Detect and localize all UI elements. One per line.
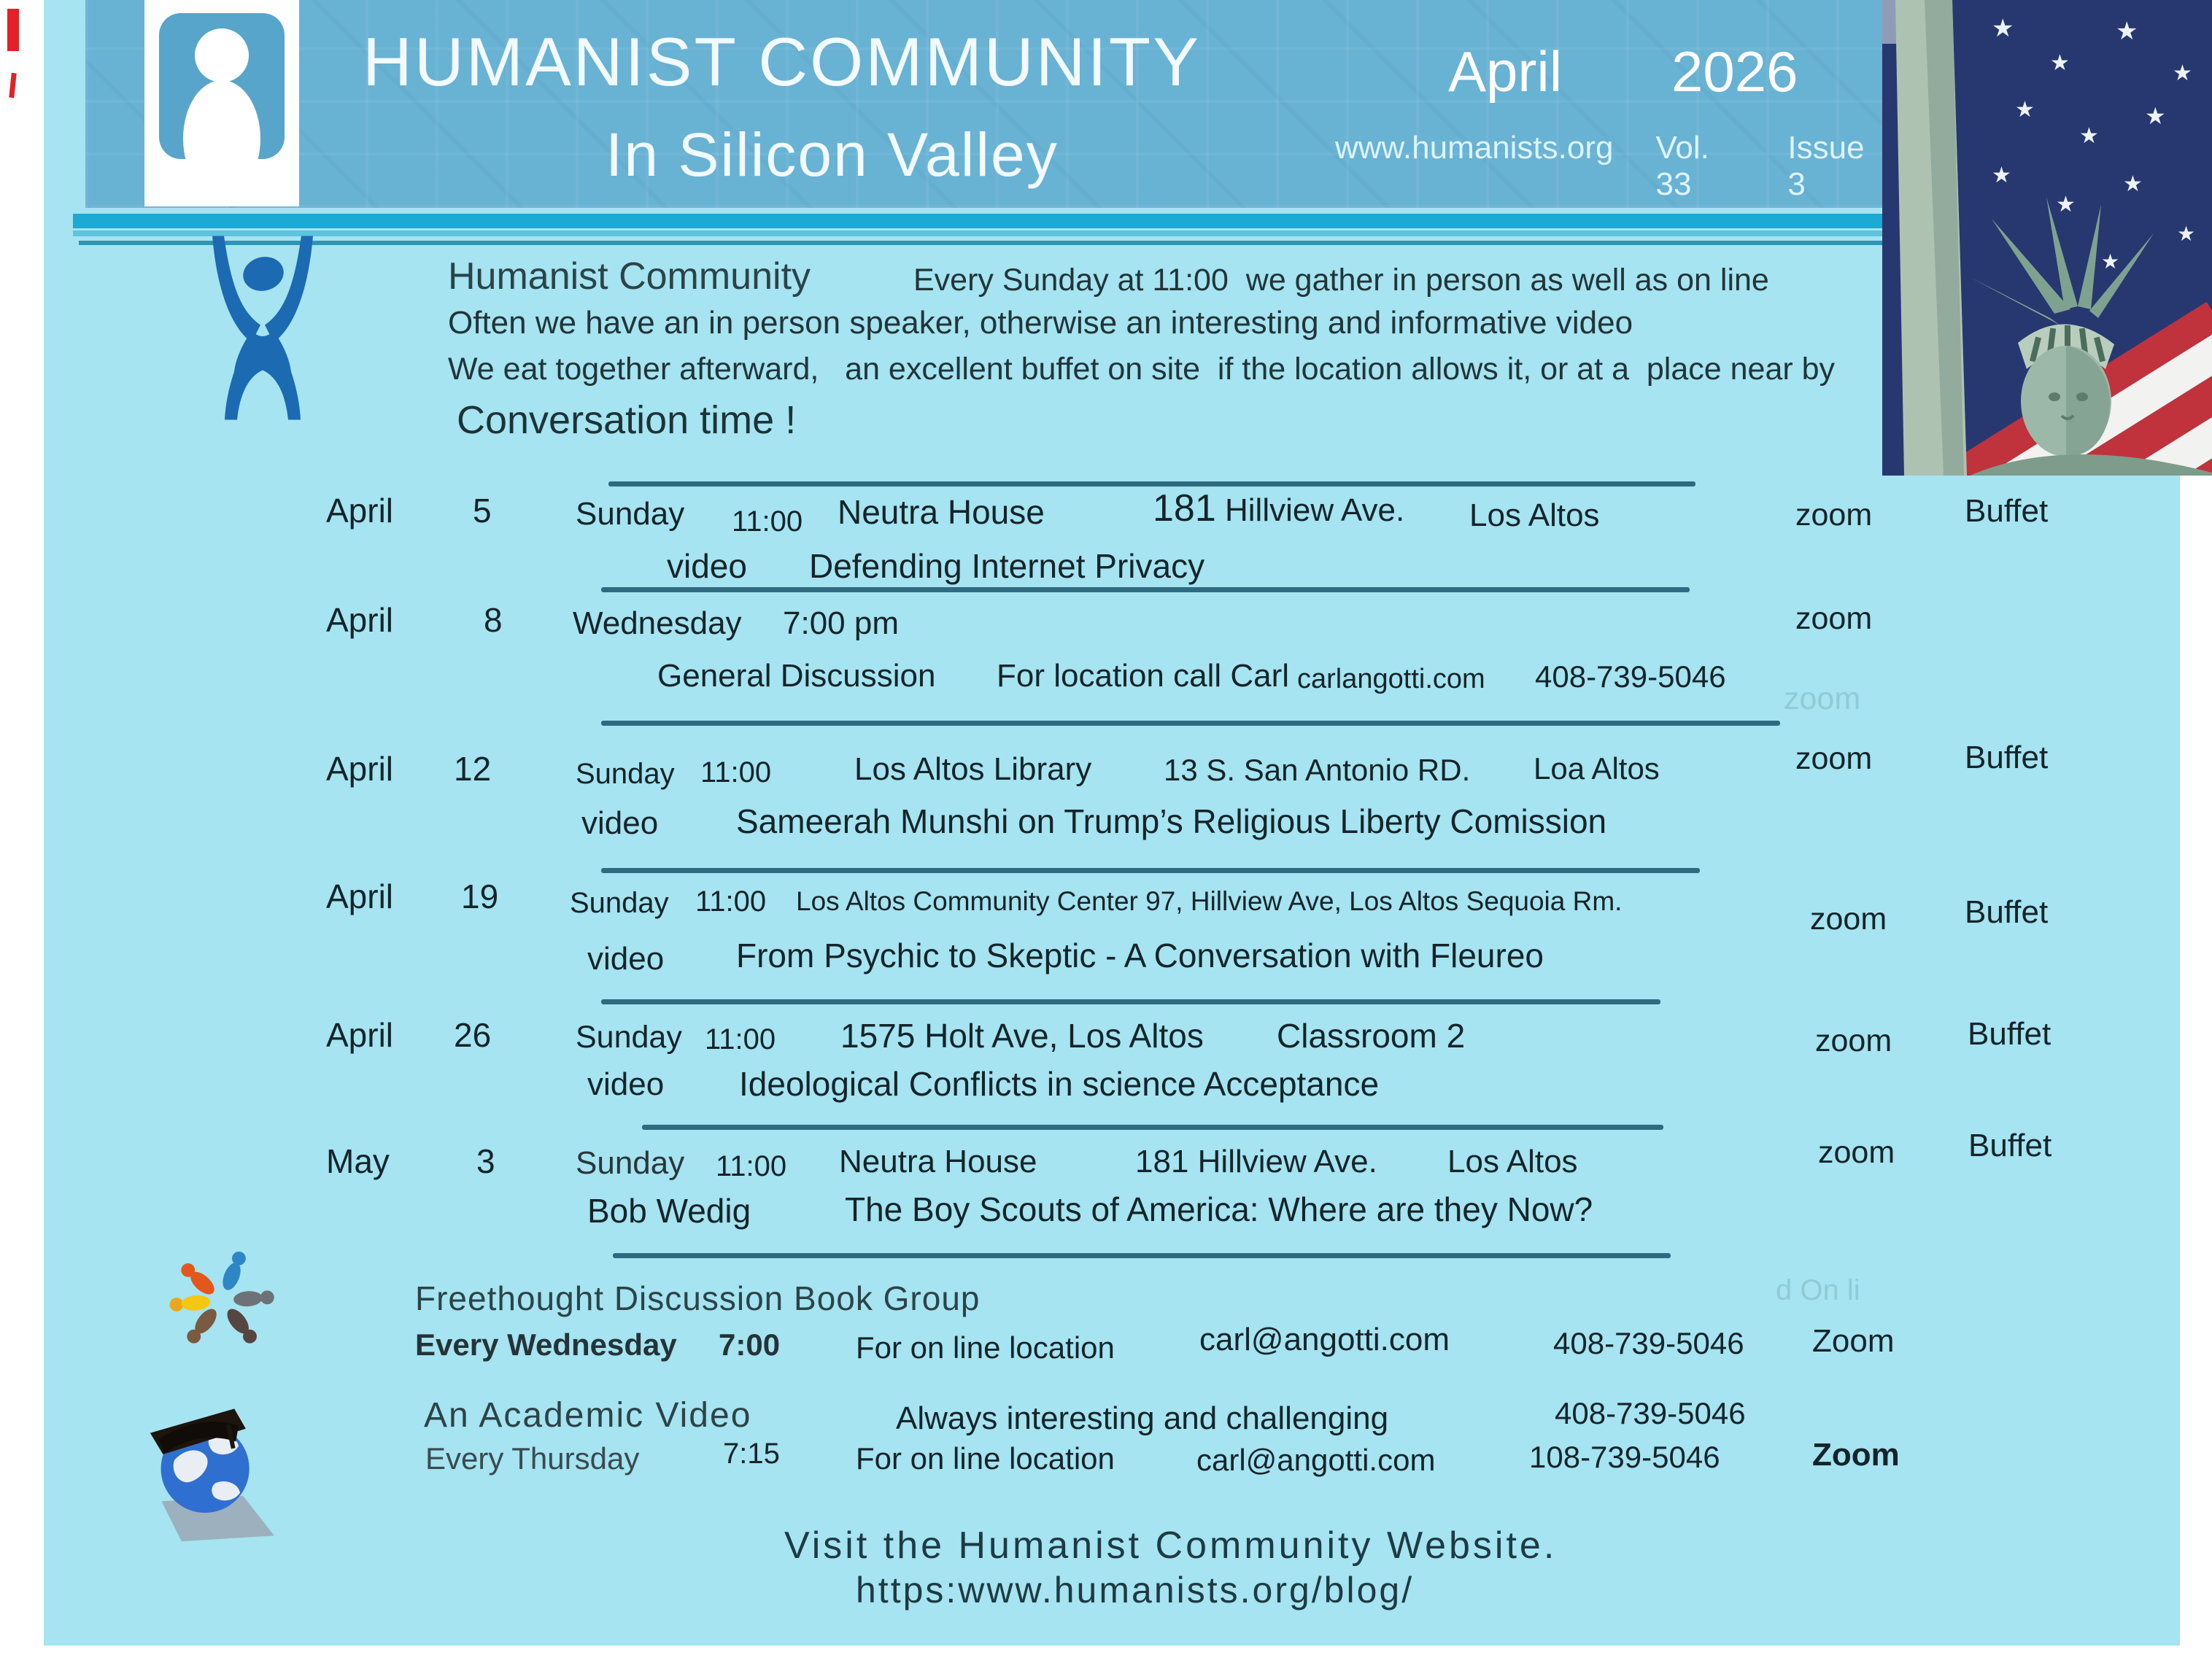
event-title: Sameerah Munshi on Trump’s Religious Liberty Comission	[736, 802, 1607, 840]
event-presenter: video	[587, 941, 665, 977]
academic-video-note: For on line location	[856, 1441, 1115, 1476]
zoom-label: zoom	[1810, 902, 1887, 937]
banner-title: HUMANIST COMMUNITY	[363, 23, 1201, 100]
event-time: 11:00	[716, 1150, 787, 1182]
academic-video-zoom-label: Zoom	[1812, 1437, 1900, 1473]
red-scan-mark	[7, 9, 19, 51]
event-address-number: 181	[1153, 487, 1216, 530]
discussion-circle-icon	[143, 1240, 303, 1364]
event-note: For location call Carl	[997, 658, 1290, 694]
event-presenter: video	[587, 1066, 665, 1102]
event-weekday: Sunday	[576, 1145, 685, 1181]
intro-heading: Humanist Community	[448, 255, 811, 298]
event-month: April	[326, 750, 394, 788]
statue-of-liberty-photo	[1882, 0, 2212, 476]
humanist-logo-box	[144, 0, 299, 206]
academic-video-title: An Academic Video	[424, 1396, 752, 1435]
happy-human-icon	[208, 235, 317, 423]
statue-of-liberty-flag-icon	[1882, 0, 2212, 476]
website-url[interactable]: www.humanists.org	[1335, 130, 1614, 166]
event-address: 13 S. San Antonio RD.	[1164, 753, 1471, 787]
event-day: 26	[454, 1016, 492, 1054]
event-day: 12	[454, 750, 492, 788]
ghost-text: d On li	[1776, 1274, 1860, 1306]
divider-bar-primary	[73, 214, 1882, 228]
event-weekday: Sunday	[576, 496, 685, 532]
book-group-logo	[143, 1240, 303, 1364]
buffet-label: Buffet	[1965, 740, 2049, 775]
globe-graduation-cap-icon	[136, 1389, 282, 1546]
academic-video-phone: 408-739-5046	[1555, 1396, 1746, 1430]
zoom-label: zoom	[1795, 741, 1873, 776]
happy-human-logo-icon	[144, 0, 299, 206]
issue-label: Issue 3	[1787, 130, 1865, 202]
book-group-zoom-label: Zoom	[1812, 1323, 1895, 1359]
svg-text:★: ★	[1992, 163, 2011, 187]
buffet-label: Buffet	[1965, 894, 2049, 930]
academic-video-schedule: Every Thursday	[425, 1441, 640, 1476]
event-time: 11:00	[695, 885, 767, 918]
divider-rule	[601, 721, 1780, 726]
event-title: General Discussion	[657, 658, 936, 694]
event-month: April	[326, 1016, 394, 1054]
svg-text:★: ★	[1992, 15, 2014, 42]
red-scan-mark	[9, 73, 17, 98]
event-address	[1153, 489, 1404, 529]
svg-text:★: ★	[2015, 98, 2035, 122]
event-venue: Los Altos Community Center 97, Hillview Ave, Los Altos Sequoia Rm.	[796, 886, 1623, 916]
zoom-label: zoom	[1815, 1023, 1892, 1058]
svg-text:★: ★	[2145, 103, 2166, 129]
footer-message: Visit the Humanist Community Website.	[784, 1524, 1558, 1567]
event-title: Ideological Conflicts in science Acceptance	[739, 1065, 1380, 1103]
intro-line4: Conversation time !	[457, 398, 797, 442]
divider-rule	[613, 1253, 1671, 1258]
buffet-label: Buffet	[1968, 1016, 2051, 1052]
divider-rule	[642, 1125, 1663, 1130]
event-day: 5	[473, 492, 492, 530]
issue-year: 2026	[1671, 39, 1798, 104]
divider-rule	[601, 999, 1660, 1004]
book-group-email[interactable]: carl@angotti.com	[1199, 1322, 1450, 1357]
event-weekday: Sunday	[576, 1020, 682, 1055]
event-city: Los Altos	[1447, 1144, 1578, 1179]
zoom-label: zoom	[1795, 601, 1873, 636]
svg-text:★: ★	[2173, 61, 2192, 85]
intro-line1: Every Sunday at 11:00 we gather in person as well as on line	[913, 263, 1769, 298]
book-group-note: For on line location	[856, 1330, 1115, 1365]
issue-info-line	[1335, 130, 1882, 203]
event-website[interactable]: carlangotti.com	[1297, 664, 1485, 694]
event-presenter: video	[667, 547, 747, 585]
ghost-zoom-label: zoom	[1784, 681, 1861, 716]
event-venue: Los Altos Library	[854, 751, 1092, 787]
academic-video-phone2: 108-739-5046	[1529, 1440, 1720, 1474]
buffet-label: Buffet	[1965, 493, 2049, 529]
event-venue: Neutra House	[839, 1144, 1037, 1179]
event-phone: 408-739-5046	[1535, 659, 1726, 694]
event-title: From Psychic to Skeptic - A Conversation with Fleureo	[736, 937, 1544, 974]
book-group-title: Freethought Discussion Book Group	[415, 1279, 981, 1317]
divider-rule	[601, 587, 1690, 592]
event-presenter: video	[581, 805, 659, 841]
event-time: 11:00	[700, 756, 772, 788]
event-time: 11:00	[705, 1023, 776, 1055]
divider-bar-secondary	[73, 230, 1882, 236]
event-time: 11:00	[732, 505, 803, 538]
footer-url[interactable]: https:www.humanists.org/blog/	[856, 1570, 1415, 1611]
book-group-time: 7:00	[719, 1328, 781, 1362]
academic-video-tagline: Always interesting and challenging	[896, 1400, 1389, 1436]
happy-human-figure	[208, 235, 317, 423]
header-banner	[85, 0, 1882, 208]
divider-rule	[608, 481, 1695, 487]
svg-text:★: ★	[2050, 51, 2070, 75]
zoom-label: zoom	[1795, 497, 1873, 532]
event-month: April	[326, 877, 394, 915]
academic-video-email[interactable]: carl@angotti.com	[1196, 1443, 1436, 1477]
event-weekday: Sunday	[570, 887, 669, 919]
event-title: The Boy Scouts of America: Where are they Now?	[845, 1190, 1593, 1228]
event-weekday: Sunday	[576, 758, 675, 790]
event-address: Classroom 2	[1277, 1017, 1466, 1055]
book-group-phone: 408-739-5046	[1553, 1326, 1744, 1360]
svg-text:★: ★	[2079, 124, 2099, 148]
event-city: Loa Altos	[1534, 751, 1660, 786]
event-city: Los Altos	[1469, 497, 1600, 533]
event-day: 8	[484, 601, 503, 639]
intro-line3: We eat together afterward, an excellent buffet on site if the location allows it, or at a place near by	[448, 352, 1836, 387]
divider-line-thin	[79, 241, 1882, 245]
event-venue: Neutra House	[838, 493, 1045, 531]
svg-text:★: ★	[2123, 172, 2143, 196]
event-address: 181 Hillview Ave.	[1135, 1144, 1377, 1179]
academic-video-logo	[136, 1389, 282, 1546]
event-weekday: Wednesday	[573, 605, 742, 641]
event-presenter: Bob Wedig	[587, 1192, 751, 1230]
event-address-street: Hillview Ave.	[1225, 492, 1405, 528]
event-day: 3	[476, 1142, 495, 1180]
event-month: May	[326, 1142, 390, 1180]
academic-video-time: 7:15	[723, 1438, 780, 1470]
event-title: Defending Internet Privacy	[809, 547, 1205, 585]
event-time: 7:00 pm	[783, 605, 899, 641]
book-group-schedule: Every Wednesday	[415, 1328, 677, 1362]
buffet-label: Buffet	[1968, 1128, 2052, 1163]
volume-label: Vol. 33	[1655, 130, 1709, 202]
svg-text:★: ★	[2056, 193, 2076, 217]
divider-rule	[601, 868, 1700, 873]
svg-text:★: ★	[2116, 18, 2138, 45]
zoom-label: zoom	[1818, 1135, 1895, 1170]
svg-text:★: ★	[2101, 250, 2120, 273]
event-day: 19	[461, 877, 499, 915]
event-month: April	[326, 601, 394, 639]
event-month: April	[326, 492, 394, 530]
svg-text:★: ★	[2177, 222, 2196, 245]
issue-month: April	[1448, 39, 1563, 104]
intro-line2: Often we have an in person speaker, otherwise an interesting and informative video	[448, 305, 1633, 341]
event-venue: 1575 Holt Ave, Los Altos	[840, 1017, 1204, 1055]
banner-subtitle: In Silicon Valley	[606, 120, 1059, 189]
